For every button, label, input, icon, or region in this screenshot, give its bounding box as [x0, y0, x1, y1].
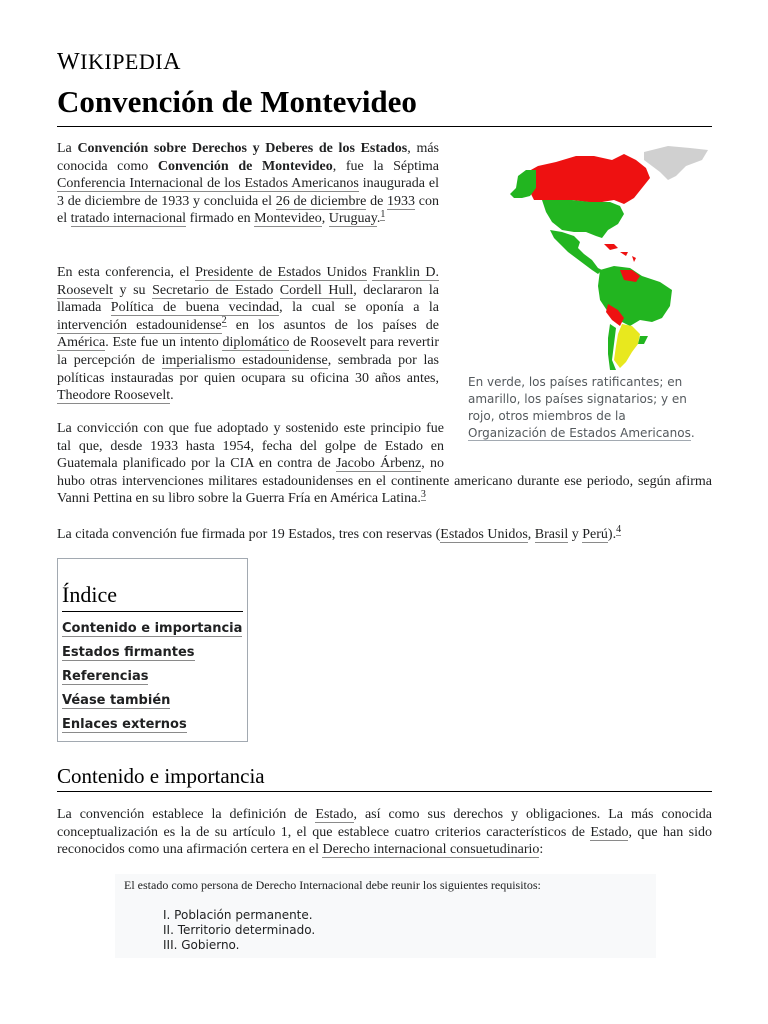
intro-paragraph-2: En esta conferencia, el Presidente de Estados Unidos Franklin D. Roosevelt y su Secretario de Estado Cordell Hull, declararon la llamada Política de buena vecindad, la cual se oponía a la intervención estadounidense$^2$ en los asuntos de los países de América. Este fue un intento diplomático de Roosevelt para revertir la percepción de imperialismo estadounidense, sembrada por las políticas instauradas por quien ocupara su oficina 30 años antes, Theodore Roosevelt. [57, 265, 440, 404]
link-franklin-roosevelt[interactable]: Franklin D. Roosevelt [57, 265, 440, 298]
toc-link-estados-firmantes[interactable]: Estados firmantes [62, 645, 195, 660]
toc-item [62, 668, 242, 692]
list-item: III. Gobierno. [163, 938, 240, 952]
toc-link-enlaces-externos[interactable]: Enlaces externos [62, 717, 187, 732]
map-chile [608, 324, 616, 370]
requirements-list [163, 908, 315, 953]
reference-2[interactable]: 2 [221, 315, 227, 327]
figure-caption: En verde, los países ratificantes; en amarillo, los países signatarios; y en rojo, otros miembros de la Organización de Estados Americanos. [468, 375, 695, 440]
float-spacer [444, 420, 712, 472]
link-diplomatico[interactable]: diplomático [222, 335, 290, 351]
reference-3[interactable]: 3 [420, 488, 426, 500]
map-mexico-central-america [550, 230, 602, 274]
map-uruguay [638, 336, 648, 344]
blockquote [115, 874, 656, 958]
link-intervencion[interactable]: intervención estadounidense [57, 317, 222, 333]
section1-paragraph: La convención establece la definición de Estado, así como sus derechos y obligaciones. La más conocida conceptualización es la de su artículo 1, el que establece cuatro criterios característicos de Estado, que han sido reconocidos como una afirmación certera en el Derecho internacional consuetudinario: [57, 807, 713, 858]
link-imperialismo[interactable]: imperialismo estadounidense [161, 352, 328, 368]
link-theodore-roosevelt[interactable]: Theodore Roosevelt [57, 388, 171, 404]
link-montevideo[interactable]: Montevideo [254, 211, 322, 227]
toc-item [62, 716, 242, 740]
link-peru[interactable]: Perú [582, 527, 608, 542]
link-secretario-estado[interactable]: Secretario de Estado [152, 282, 274, 298]
list-item: I. Población permanente. [163, 908, 313, 922]
toc-list [62, 620, 242, 740]
section-heading-contenido: Contenido e importancia [57, 762, 712, 792]
link-estado-2[interactable]: Estado [590, 824, 629, 840]
toc-link-contenido[interactable]: Contenido e importancia [62, 621, 243, 636]
toc-link-referencias[interactable]: Referencias [62, 669, 149, 684]
link-tratado-internacional[interactable]: tratado internacional [70, 211, 187, 227]
link-brasil[interactable]: Brasil [534, 527, 569, 542]
map-caribbean [604, 244, 636, 262]
intro-paragraph-3-text: La convicción con que fue adoptado y sostenido este principio fue tal que, desde 1933 hasta 1954, fecha del golpe de Estado en Guatemala planificado por la CIA en contra de Jacobo Árbenz, no hubo otras intervenciones militares estadounidenses en el continente americano durante ese periodo, según afirma Vanni Pettina en su libro sobre la Guerra Fría en América Latina.$^3$ [57, 421, 712, 507]
link-buena-vecindad[interactable]: Política de buena vecindad [110, 300, 280, 316]
page-title: Convención de Montevideo [57, 82, 712, 127]
map-greenland [644, 146, 708, 180]
link-conferencia[interactable]: Conferencia Internacional de los Estados Americanos [57, 176, 359, 192]
link-presidente-eeuu[interactable]: Presidente de Estados Unidos [195, 265, 368, 280]
link-estado[interactable]: Estado [315, 807, 354, 822]
link-jacobo-arbenz[interactable]: Jacobo Árbenz [335, 456, 422, 472]
reference-1[interactable]: 1 [380, 208, 386, 220]
link-america[interactable]: América [57, 335, 106, 351]
link-1933[interactable]: 1933 [387, 193, 416, 209]
americas-map-figure[interactable] [464, 140, 714, 370]
toc-item [62, 644, 242, 668]
link-26-diciembre[interactable]: 26 de diciembre [275, 193, 367, 209]
list-item: II. Territorio determinado. [163, 923, 316, 937]
americas-map [464, 140, 714, 370]
reference-4[interactable]: 4 [616, 524, 622, 536]
intro-paragraph-1: La Convención sobre Derechos y Deberes de los Estados, más conocida como Convención de Montevideo, fue la Séptima Conferencia Internacional de los Estados Americanos inaugurada el 3 de diciembre de 1933 y concluida el 26 de diciembre de 1933 con el tratado internacional firmado en Montevideo, Uruguay.$^1$ [57, 141, 440, 227]
link-derecho-consuetudinario[interactable]: Derecho internacional consuetudinario [322, 842, 540, 858]
table-of-contents [57, 558, 248, 742]
toc-heading: Índice [62, 581, 243, 612]
toc-item [62, 692, 242, 716]
link-estados-unidos[interactable]: Estados Unidos [440, 527, 528, 542]
link-oea[interactable]: Organización de Estados Americanos [468, 426, 691, 440]
wikipedia-logo[interactable]: WIKIPEDIA [57, 49, 181, 75]
link-uruguay[interactable]: Uruguay [328, 211, 377, 227]
map-argentina [614, 324, 640, 368]
intro-paragraph-4: La citada convención fue firmada por 19 Estados, tres con reservas (Estados Unidos, Brasil y Perú).$^4$ [57, 524, 622, 542]
quote-intro: El estado como persona de Derecho Internacional debe reunir los siguientes requisitos: [124, 878, 541, 892]
toc-link-vease-tambien[interactable]: Véase también [62, 693, 171, 708]
toc-item [62, 620, 242, 644]
map-canada [520, 154, 650, 204]
link-cordell-hull[interactable]: Cordell Hull [279, 282, 354, 298]
